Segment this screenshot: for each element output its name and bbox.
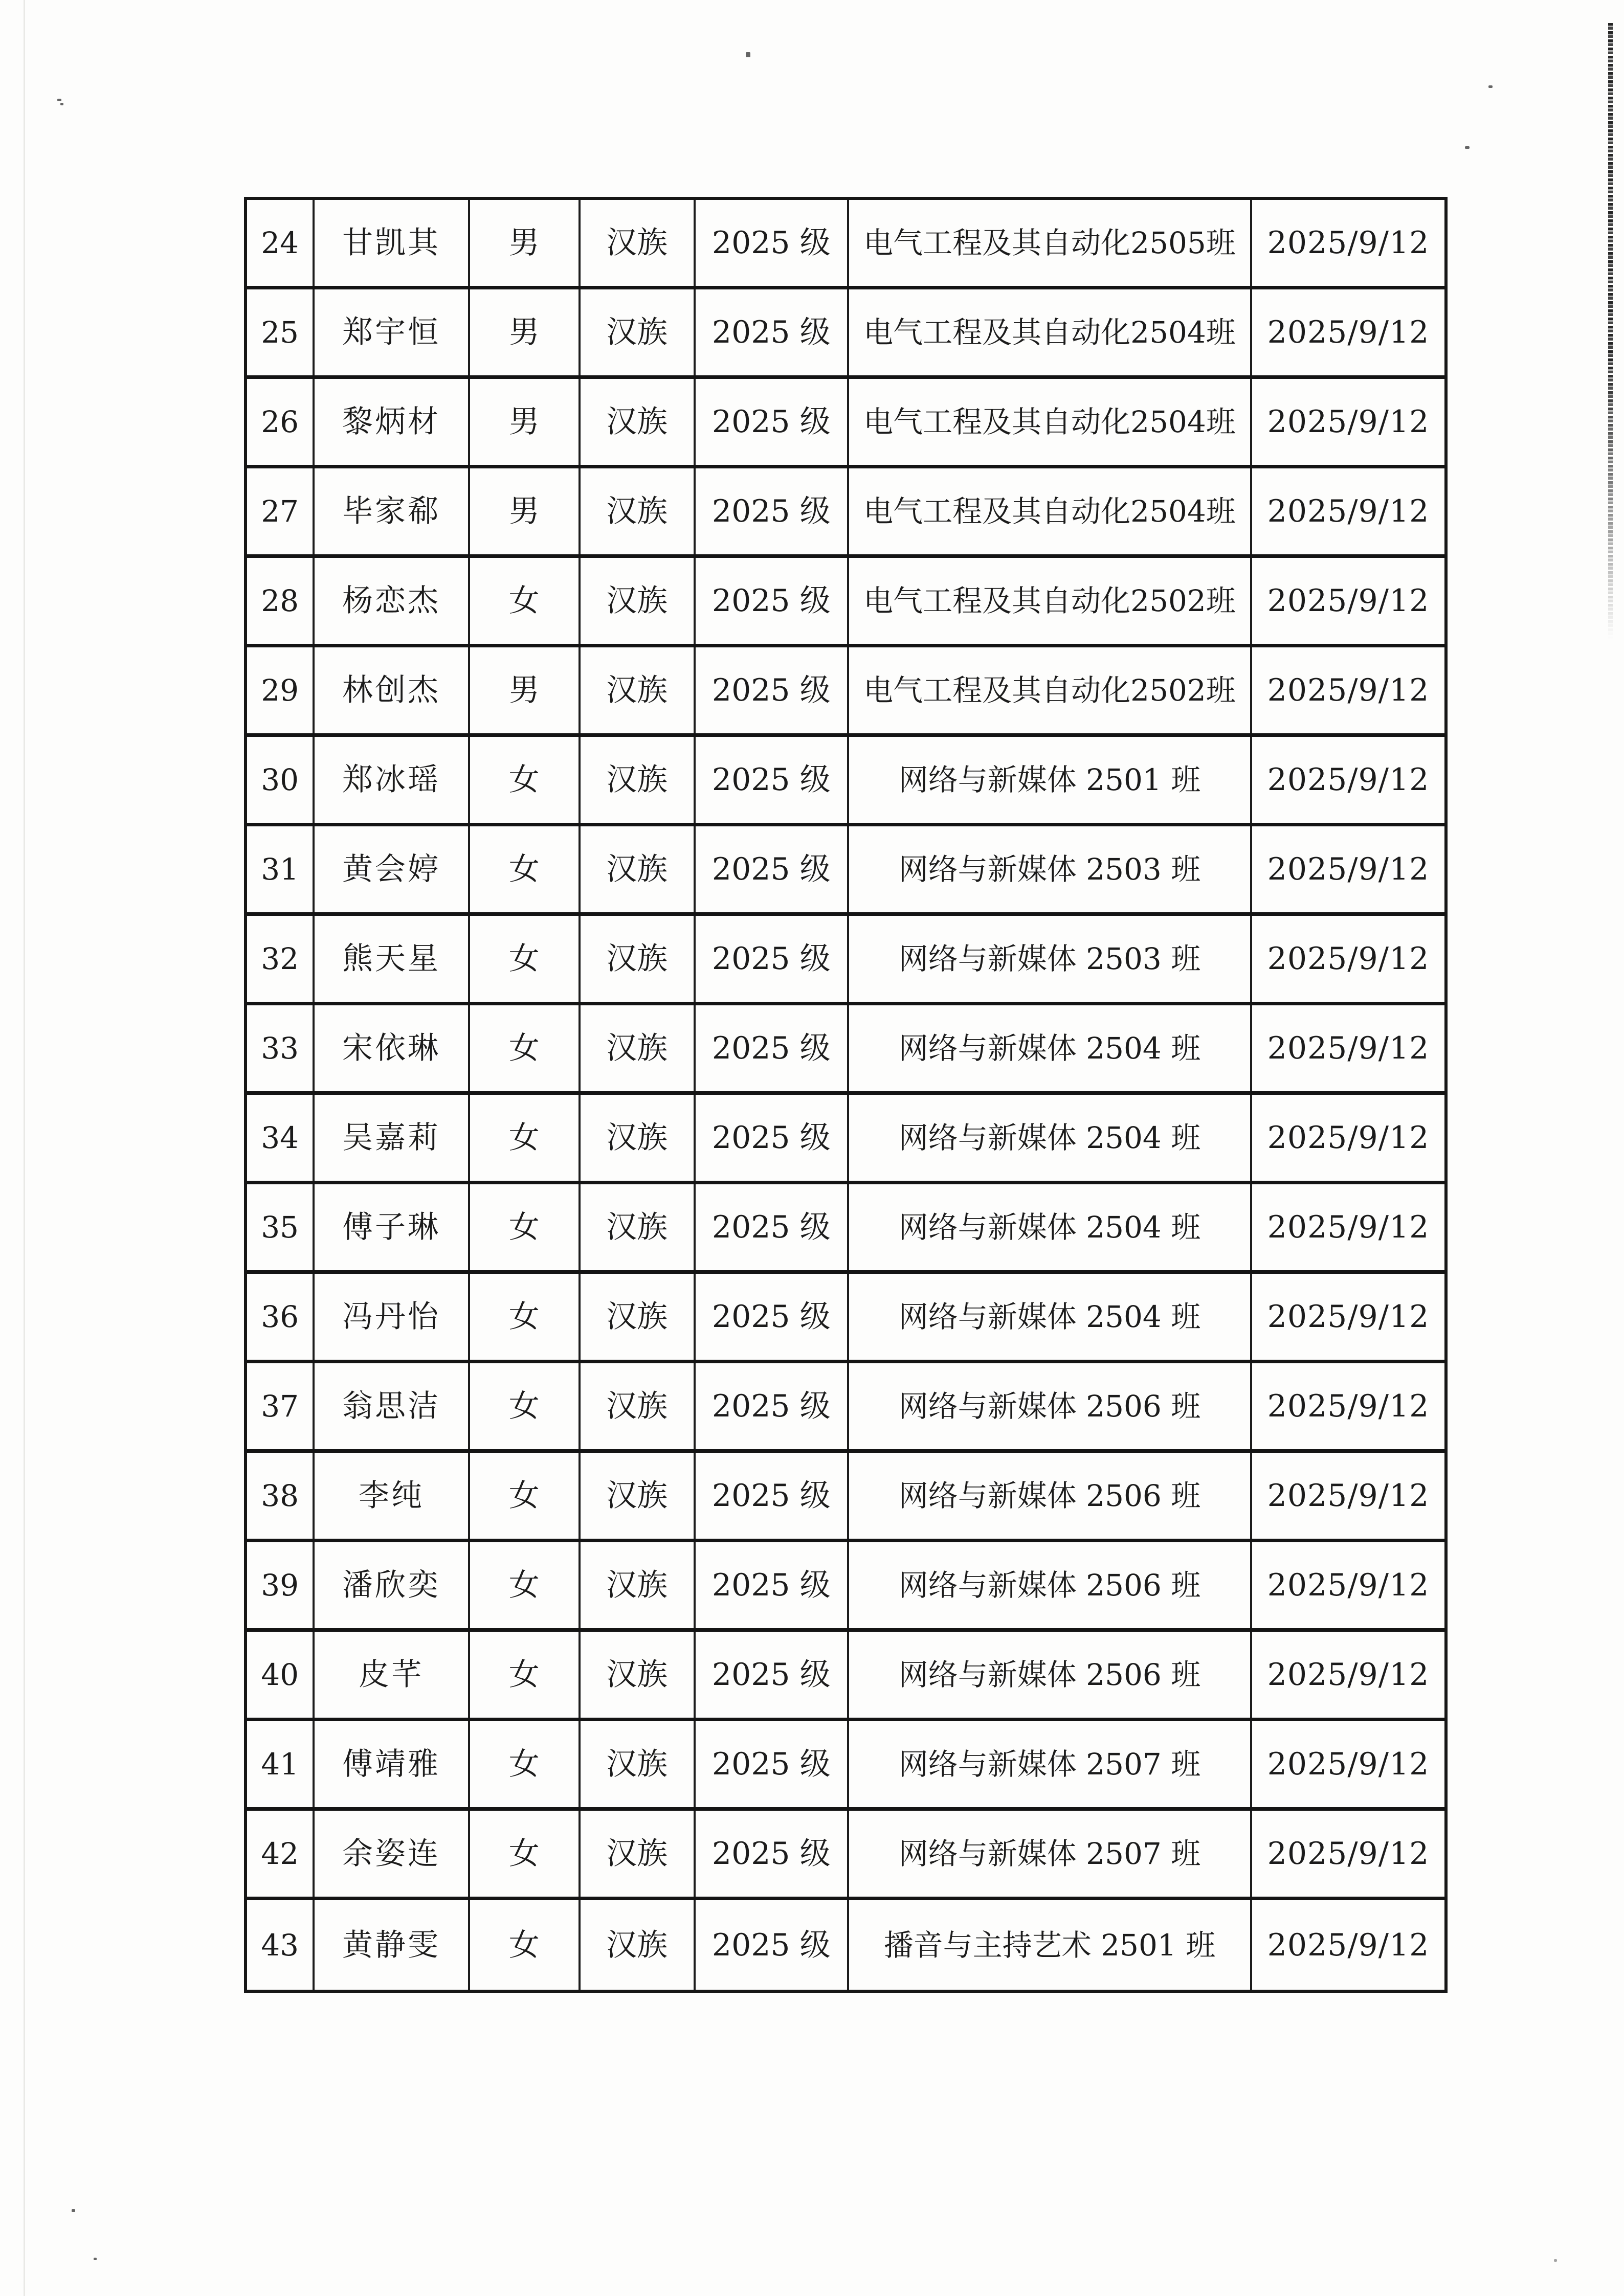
table-row bbox=[247, 1632, 1444, 1721]
grade-cell: 2025 级 bbox=[696, 558, 849, 644]
name-cell: 傅子琳 bbox=[315, 1184, 470, 1270]
grade-cell: 2025 级 bbox=[696, 1721, 849, 1807]
name-cell: 黄会婷 bbox=[315, 826, 470, 912]
gender-cell: 女 bbox=[470, 737, 581, 823]
gender-cell: 女 bbox=[470, 1542, 581, 1628]
name-cell: 傅靖雅 bbox=[315, 1721, 470, 1807]
date-cell: 2025/9/12 bbox=[1267, 1746, 1430, 1782]
ethnicity-cell: 汉族 bbox=[581, 737, 696, 823]
date-cell: 2025/9/12 bbox=[1267, 225, 1430, 261]
name-cell: 黄静雯 bbox=[315, 1900, 470, 1990]
table-row bbox=[247, 1721, 1444, 1811]
date-cell: 2025/9/12 bbox=[1267, 762, 1430, 798]
seq-cell: 32 bbox=[247, 916, 315, 1002]
date-cell: 2025/9/12 bbox=[1267, 1209, 1430, 1245]
ethnicity-cell: 汉族 bbox=[581, 1005, 696, 1091]
date-cell: 2025/9/12 bbox=[1267, 1388, 1430, 1424]
date-cell: 2025/9/12 bbox=[1267, 1836, 1430, 1872]
grade-cell: 2025 级 bbox=[696, 916, 849, 1002]
name-cell: 郑冰瑶 bbox=[315, 737, 470, 823]
date-cell: 2025/9/12 bbox=[1267, 1657, 1430, 1693]
grade-cell: 2025 级 bbox=[696, 379, 849, 465]
table-row bbox=[247, 558, 1444, 647]
seq-cell: 39 bbox=[247, 1542, 315, 1628]
grade-cell: 2025 级 bbox=[696, 1184, 849, 1270]
table-row bbox=[247, 647, 1444, 737]
seq-cell: 34 bbox=[247, 1095, 315, 1181]
ethnicity-cell: 汉族 bbox=[581, 1900, 696, 1990]
ethnicity-cell: 汉族 bbox=[581, 1721, 696, 1807]
gender-cell: 女 bbox=[470, 1900, 581, 1990]
roster-table bbox=[244, 197, 1448, 1993]
ethnicity-cell: 汉族 bbox=[581, 647, 696, 733]
ethnicity-cell: 汉族 bbox=[581, 1274, 696, 1360]
date-cell: 2025/9/12 bbox=[1267, 1567, 1430, 1603]
date-cell: 2025/9/12 bbox=[1267, 941, 1430, 977]
name-cell: 李纯 bbox=[315, 1453, 470, 1539]
class-cell: 网络与新媒体 2506 班 bbox=[849, 1363, 1252, 1449]
seq-cell: 27 bbox=[247, 468, 315, 554]
date-cell: 2025/9/12 bbox=[1267, 1030, 1430, 1066]
seq-cell: 43 bbox=[247, 1900, 315, 1990]
seq-cell: 40 bbox=[247, 1632, 315, 1718]
grade-cell: 2025 级 bbox=[696, 468, 849, 554]
name-cell: 宋依琳 bbox=[315, 1005, 470, 1091]
table-row bbox=[247, 1453, 1444, 1542]
ethnicity-cell: 汉族 bbox=[581, 1542, 696, 1628]
seq-cell: 37 bbox=[247, 1363, 315, 1449]
seq-cell: 25 bbox=[247, 289, 315, 375]
gender-cell: 女 bbox=[470, 558, 581, 644]
name-cell: 翁思洁 bbox=[315, 1363, 470, 1449]
table-row bbox=[247, 826, 1444, 916]
class-cell: 电气工程及其自动化2504班 bbox=[849, 468, 1252, 554]
name-cell: 甘凯其 bbox=[315, 200, 470, 286]
gender-cell: 女 bbox=[470, 1274, 581, 1360]
scan-speck bbox=[57, 99, 61, 101]
gender-cell: 女 bbox=[470, 1095, 581, 1181]
grade-cell: 2025 级 bbox=[696, 1811, 849, 1897]
table-row bbox=[247, 1363, 1444, 1453]
grade-cell: 2025 级 bbox=[696, 1900, 849, 1990]
ethnicity-cell: 汉族 bbox=[581, 916, 696, 1002]
scan-speck bbox=[60, 103, 63, 105]
table-row bbox=[247, 1811, 1444, 1900]
table-row bbox=[247, 1095, 1444, 1184]
seq-cell: 35 bbox=[247, 1184, 315, 1270]
grade-cell: 2025 级 bbox=[696, 1453, 849, 1539]
ethnicity-cell: 汉族 bbox=[581, 200, 696, 286]
ethnicity-cell: 汉族 bbox=[581, 1184, 696, 1270]
gender-cell: 女 bbox=[470, 1721, 581, 1807]
table-row bbox=[247, 916, 1444, 1005]
date-cell: 2025/9/12 bbox=[1267, 314, 1430, 350]
seq-cell: 30 bbox=[247, 737, 315, 823]
name-cell: 潘欣奕 bbox=[315, 1542, 470, 1628]
class-cell: 电气工程及其自动化2505班 bbox=[849, 200, 1252, 286]
ethnicity-cell: 汉族 bbox=[581, 558, 696, 644]
date-cell: 2025/9/12 bbox=[1267, 583, 1430, 619]
gender-cell: 女 bbox=[470, 1363, 581, 1449]
table-row bbox=[247, 1274, 1444, 1363]
scan-speck bbox=[746, 52, 750, 57]
seq-cell: 26 bbox=[247, 379, 315, 465]
date-cell: 2025/9/12 bbox=[1267, 1120, 1430, 1156]
right-edge-scan-streak bbox=[1608, 23, 1613, 639]
ethnicity-cell: 汉族 bbox=[581, 289, 696, 375]
class-cell: 电气工程及其自动化2504班 bbox=[849, 379, 1252, 465]
grade-cell: 2025 级 bbox=[696, 1274, 849, 1360]
name-cell: 熊天星 bbox=[315, 916, 470, 1002]
seq-cell: 24 bbox=[247, 200, 315, 286]
name-cell: 皮芊 bbox=[315, 1632, 470, 1718]
date-cell: 2025/9/12 bbox=[1267, 851, 1430, 887]
table-row bbox=[247, 468, 1444, 558]
gender-cell: 男 bbox=[470, 468, 581, 554]
ethnicity-cell: 汉族 bbox=[581, 826, 696, 912]
grade-cell: 2025 级 bbox=[696, 737, 849, 823]
class-cell: 电气工程及其自动化2502班 bbox=[849, 558, 1252, 644]
table-row bbox=[247, 1542, 1444, 1632]
ethnicity-cell: 汉族 bbox=[581, 468, 696, 554]
date-cell: 2025/9/12 bbox=[1267, 1478, 1430, 1514]
seq-cell: 38 bbox=[247, 1453, 315, 1539]
gender-cell: 女 bbox=[470, 1632, 581, 1718]
table-row bbox=[247, 1184, 1444, 1274]
table-row bbox=[247, 1005, 1444, 1095]
class-cell: 网络与新媒体 2503 班 bbox=[849, 826, 1252, 912]
scan-speck bbox=[94, 2258, 97, 2260]
ethnicity-cell: 汉族 bbox=[581, 1811, 696, 1897]
gender-cell: 女 bbox=[470, 916, 581, 1002]
name-cell: 冯丹怡 bbox=[315, 1274, 470, 1360]
gender-cell: 男 bbox=[470, 379, 581, 465]
date-cell: 2025/9/12 bbox=[1267, 1299, 1430, 1335]
ethnicity-cell: 汉族 bbox=[581, 1095, 696, 1181]
grade-cell: 2025 级 bbox=[696, 826, 849, 912]
table-row bbox=[247, 289, 1444, 379]
date-cell: 2025/9/12 bbox=[1267, 672, 1430, 708]
class-cell: 网络与新媒体 2507 班 bbox=[849, 1721, 1252, 1807]
gender-cell: 男 bbox=[470, 289, 581, 375]
name-cell: 杨恋杰 bbox=[315, 558, 470, 644]
class-cell: 网络与新媒体 2506 班 bbox=[849, 1542, 1252, 1628]
gender-cell: 女 bbox=[470, 1453, 581, 1539]
grade-cell: 2025 级 bbox=[696, 200, 849, 286]
class-cell: 电气工程及其自动化2502班 bbox=[849, 647, 1252, 733]
gender-cell: 女 bbox=[470, 1184, 581, 1270]
grade-cell: 2025 级 bbox=[696, 647, 849, 733]
seq-cell: 31 bbox=[247, 826, 315, 912]
name-cell: 毕家郗 bbox=[315, 468, 470, 554]
name-cell: 黎炳材 bbox=[315, 379, 470, 465]
date-cell: 2025/9/12 bbox=[1267, 404, 1430, 440]
ethnicity-cell: 汉族 bbox=[581, 379, 696, 465]
class-cell: 网络与新媒体 2504 班 bbox=[849, 1005, 1252, 1091]
class-cell: 网络与新媒体 2507 班 bbox=[849, 1811, 1252, 1897]
class-cell: 网络与新媒体 2506 班 bbox=[849, 1453, 1252, 1539]
table-row bbox=[247, 379, 1444, 468]
class-cell: 播音与主持艺术 2501 班 bbox=[849, 1900, 1252, 1990]
grade-cell: 2025 级 bbox=[696, 1542, 849, 1628]
seq-cell: 36 bbox=[247, 1274, 315, 1360]
date-cell: 2025/9/12 bbox=[1267, 1927, 1430, 1963]
grade-cell: 2025 级 bbox=[696, 289, 849, 375]
scan-speck bbox=[72, 2209, 75, 2212]
table-row bbox=[247, 737, 1444, 826]
table-row bbox=[247, 200, 1444, 289]
date-cell: 2025/9/12 bbox=[1267, 493, 1430, 529]
class-cell: 电气工程及其自动化2504班 bbox=[849, 289, 1252, 375]
name-cell: 郑宇恒 bbox=[315, 289, 470, 375]
class-cell: 网络与新媒体 2504 班 bbox=[849, 1095, 1252, 1181]
seq-cell: 29 bbox=[247, 647, 315, 733]
left-edge-scan-line bbox=[24, 0, 25, 2296]
class-cell: 网络与新媒体 2504 班 bbox=[849, 1184, 1252, 1270]
seq-cell: 41 bbox=[247, 1721, 315, 1807]
class-cell: 网络与新媒体 2501 班 bbox=[849, 737, 1252, 823]
gender-cell: 男 bbox=[470, 200, 581, 286]
grade-cell: 2025 级 bbox=[696, 1363, 849, 1449]
name-cell: 林创杰 bbox=[315, 647, 470, 733]
class-cell: 网络与新媒体 2506 班 bbox=[849, 1632, 1252, 1718]
ethnicity-cell: 汉族 bbox=[581, 1453, 696, 1539]
table-row bbox=[247, 1900, 1444, 1990]
class-cell: 网络与新媒体 2504 班 bbox=[849, 1274, 1252, 1360]
ethnicity-cell: 汉族 bbox=[581, 1363, 696, 1449]
name-cell: 余姿连 bbox=[315, 1811, 470, 1897]
seq-cell: 33 bbox=[247, 1005, 315, 1091]
scan-speck bbox=[1488, 85, 1493, 88]
scan-speck bbox=[1554, 2259, 1557, 2262]
grade-cell: 2025 级 bbox=[696, 1095, 849, 1181]
gender-cell: 男 bbox=[470, 647, 581, 733]
seq-cell: 42 bbox=[247, 1811, 315, 1897]
grade-cell: 2025 级 bbox=[696, 1632, 849, 1718]
class-cell: 网络与新媒体 2503 班 bbox=[849, 916, 1252, 1002]
gender-cell: 女 bbox=[470, 826, 581, 912]
gender-cell: 女 bbox=[470, 1005, 581, 1091]
name-cell: 吴嘉莉 bbox=[315, 1095, 470, 1181]
ethnicity-cell: 汉族 bbox=[581, 1632, 696, 1718]
gender-cell: 女 bbox=[470, 1811, 581, 1897]
scan-speck bbox=[1465, 146, 1470, 149]
grade-cell: 2025 级 bbox=[696, 1005, 849, 1091]
seq-cell: 28 bbox=[247, 558, 315, 644]
